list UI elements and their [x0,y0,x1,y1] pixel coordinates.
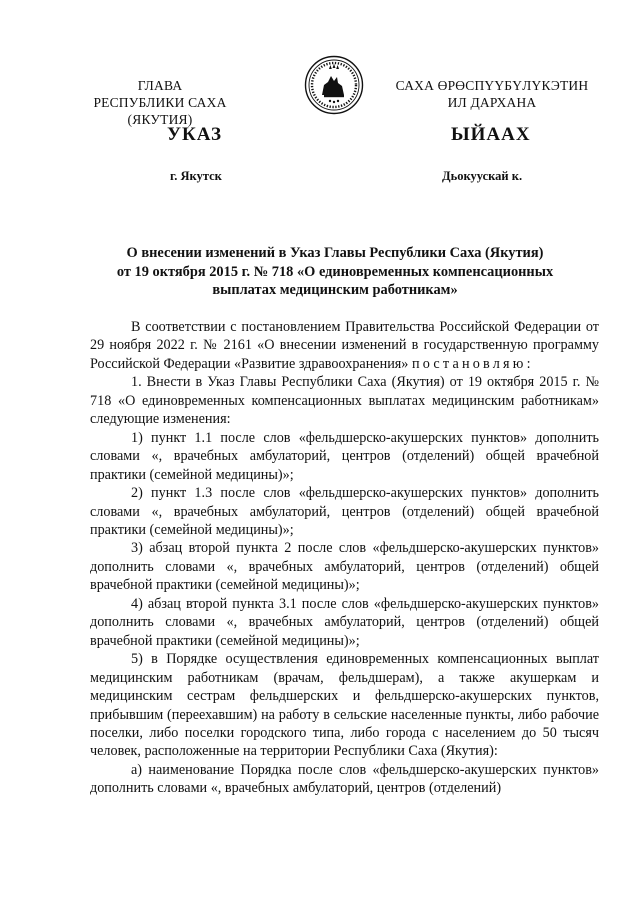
issuer-right [372,77,612,111]
heading-line: О внесении изменений в Указ Главы Республики Саха (Якутия) [126,245,544,261]
document-heading [70,244,600,300]
city-russian: г. Якутск [170,169,222,183]
clause-paragraph: а) наименование Порядка после слов «фельдшерско-акушерских пунктов» дополнить словами «, врачебных амбулаторий, центров (отделений) [90,761,599,797]
heading-line: от 19 октября 2015 г. № 718 «О единовременных компенсационных [116,263,554,280]
issuer-right-line2: ИЛ ДАРХАНА [447,95,537,110]
heading-line: выплатах медицинским работникам» [212,282,458,298]
clause-paragraph: 2) пункт 1.3 после слов «фельдшерско-акушерских пунктов» дополнить словами «, врачебных амбулаторий, центров (отделений) общей врачебной практики (семейной медицины)»; [90,485,599,538]
preamble-paragraph [90,318,599,373]
issuer-right-line1: САХА ӨРӨСПҮҮБҮЛҮКЭТИН [395,78,589,93]
document-body [90,318,599,798]
issuer-left [60,77,260,128]
clause-paragraph: 1. Внести в Указ Главы Республики Саха (Якутия) от 19 октября 2015 г. № 718 «О единовременных компенсационных выплатах медицинским работникам» следующие изменения: [90,374,599,428]
clause-paragraph: 3) абзац второй пункта 2 после слов «фельдшерско-акушерских пунктов» дополнить словами «, врачебных амбулаторий, центров (отделений) общей врачебной практики (семейной медицины)»; [90,540,599,594]
decree-title-russian: УКАЗ [167,124,222,145]
clause-paragraph: 4) абзац второй пункта 3.1 после слов «фельдшерско-акушерских пунктов» дополнить словами «, врачебных амбулаторий, центров (отделений) общей врачебной практики (семейной медицины)»; [90,595,599,649]
city-yakut: Дьокуускай к. [442,169,523,183]
decree-word: постановляю: [411,355,534,372]
issuer-left-line2: РЕСПУБЛИКИ САХА (ЯКУТИЯ) [93,95,227,127]
preamble-text: В соответствии с постановлением Правительства Российской Федерации от 29 ноября 2022 г. № 2161 «О внесении изменений в государственную программу Российской Федерации «Развитие здравоохранения» [90,319,599,372]
issuer-left-line1: ГЛАВА [137,78,183,93]
clause-paragraph: 5) в Порядке осуществления единовременных компенсационных выплат медицинским работникам (врачам, фельдшерам), а также акушеркам и медицинским сестрам фельдшерских и фельдшерско-акушерских пунктов, прибывшим (переехавшим) на работу в сельские населенные пункты, либо рабочие поселки, либо поселки городского типа, либо города с населением до 50 тысяч человек, расположенные на территории Республики Саха (Якутия): [90,651,599,760]
coat-of-arms-icon [304,55,364,115]
clause-paragraph: 1) пункт 1.1 после слов «фельдшерско-акушерских пунктов» дополнить словами «, врачебных амбулаторий, центров (отделений) общей врачебной практики (семейной медицины)»; [90,429,599,483]
decree-title-yakut: ЫЙААХ [451,124,531,145]
